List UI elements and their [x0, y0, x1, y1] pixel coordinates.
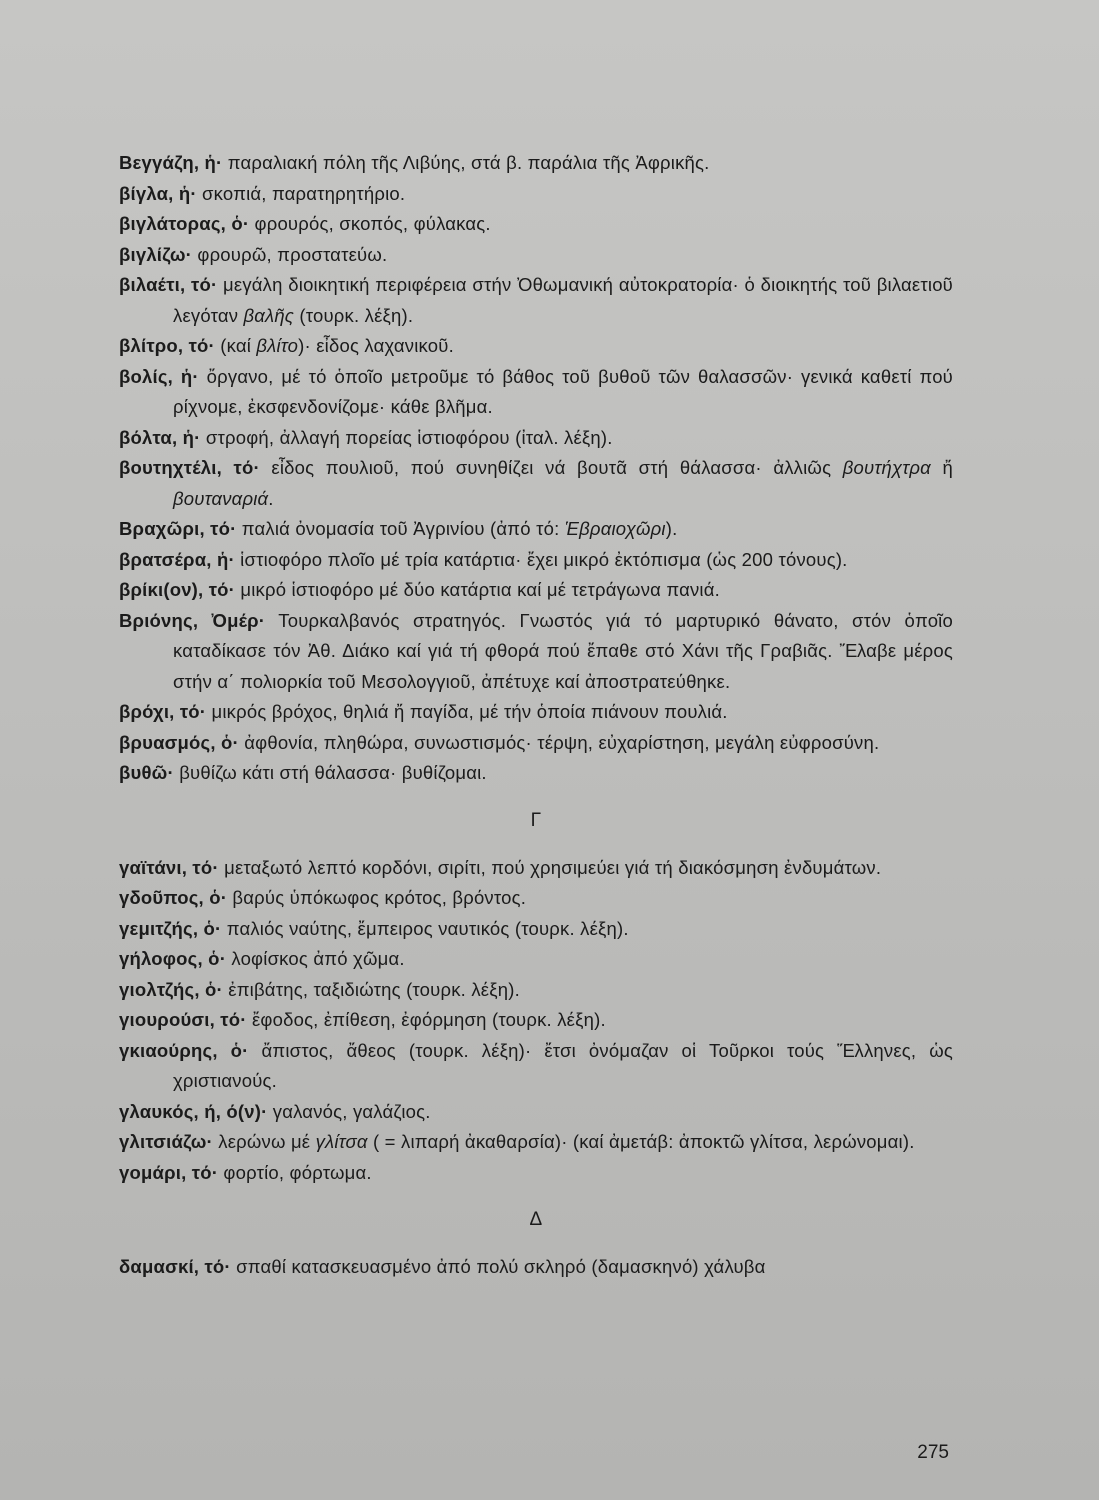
- definition: ἱστιοφόρο πλοῖο μέ τρία κατάρτια· ἔχει μικρό ἐκτόπισμα (ὡς 200 τόνους).: [234, 548, 848, 570]
- italic-term: βουτήχτρα: [842, 457, 931, 478]
- glossary-entry: [119, 1097, 953, 1128]
- definition: σκοπιά, παρατηρητήριο.: [196, 182, 406, 204]
- headword: γαϊτάνι, τό·: [119, 856, 219, 878]
- headword: βουτηχτέλι, τό·: [119, 457, 260, 478]
- definition: φρουρῶ, προστατεύω.: [192, 243, 388, 265]
- headword: γκιαούρης, ὁ·: [119, 1039, 249, 1061]
- definition: στροφή, ἀλλαγή πορείας ἱστιοφόρου (ἰταλ. λέξη).: [200, 426, 613, 448]
- glossary-entry: [119, 514, 953, 545]
- headword: βρόχι, τό·: [119, 701, 207, 722]
- headword: Βριόνης, Ὀμέρ·: [119, 609, 266, 631]
- definition: (καί: [214, 335, 257, 356]
- glossary-entry: [119, 883, 953, 914]
- page-number: 275: [917, 1442, 949, 1463]
- headword: βρατσέρα, ἡ·: [119, 548, 235, 570]
- headword: Βεγγάζη, ἡ·: [119, 152, 223, 173]
- glossary-entry: [119, 1036, 953, 1097]
- headword: βλίτρο, τό·: [119, 335, 215, 356]
- glossary-entry: [119, 1005, 953, 1036]
- italic-term: βουταναριά: [173, 487, 269, 509]
- headword: βιγλίζω·: [119, 243, 193, 265]
- headword: γιολτζής, ὁ·: [119, 978, 223, 1000]
- italic-term: γλίτσα: [315, 1131, 368, 1152]
- definition: .: [268, 487, 274, 509]
- headword: βίγλα, ἡ·: [119, 182, 197, 204]
- definition: ).: [665, 518, 678, 539]
- headword: γομάρι, τό·: [119, 1161, 219, 1183]
- glossary-entry: [119, 270, 953, 331]
- headword: βιλαέτι, τό·: [119, 274, 218, 295]
- headword: βιγλάτορας, ὁ·: [119, 213, 250, 234]
- glossary-entry: [119, 1158, 953, 1189]
- definition: ( = λιπαρή ἀκαθαρσία)· (καί ἀμετάβ: ἀποκτῶ γλίτσα, λερώνομαι).: [367, 1131, 915, 1152]
- glossary-entry: [119, 758, 953, 789]
- headword: βολίς, ἡ·: [119, 365, 199, 387]
- definition: παλιός ναύτης, ἔμπειρος ναυτικός (τουρκ. λέξη).: [221, 917, 629, 939]
- glossary-entry: [119, 728, 953, 759]
- definition: μεταξωτό λεπτό κορδόνι, σιρίτι, πού χρησιμεύει γιά τή διακόσμηση ἐνδυμάτων.: [218, 856, 882, 878]
- definition: εἶδος πουλιοῦ, πού συνηθίζει νά βουτᾶ στή θάλασσα· ἀλλιῶς: [259, 457, 843, 478]
- italic-term: βλίτο: [256, 335, 299, 356]
- headword: γλιτσιάζω·: [119, 1131, 213, 1152]
- headword: Βραχῶρι, τό·: [119, 518, 237, 539]
- section-heading-delta: Δ: [529, 1209, 543, 1230]
- definition: βυθίζω κάτι στή θάλασσα· βυθίζομαι.: [173, 762, 487, 783]
- definition: ἐπιβάτης, ταξιδιώτης (τουρκ. λέξη).: [222, 978, 520, 1000]
- definition: μεγάλη διοικητική περιφέρεια στήν Ὀθωμανική αὐτοκρατορία· ὁ διοικητής τοῦ βιλαετιοῦ λεγόταν: [173, 274, 953, 326]
- entries-delta: [119, 1252, 953, 1283]
- definition: ἤ: [930, 457, 953, 478]
- definition: παλιά ὀνομασία τοῦ Ἀγρινίου (ἀπό τό:: [236, 518, 565, 539]
- definition: μικρό ἱστιοφόρο μέ δύο κατάρτια καί μέ τετράγωνα πανιά.: [235, 579, 720, 600]
- glossary-entry: [119, 423, 953, 454]
- glossary-entry: [119, 453, 953, 514]
- definition: παραλιακή πόλη τῆς Λιβύης, στά β. παράλια τῆς Ἀφρικῆς.: [222, 152, 710, 173]
- definition: λερώνω μέ: [212, 1131, 316, 1152]
- section-heading-gamma: Γ: [530, 809, 542, 831]
- glossary-entry: [119, 944, 953, 975]
- glossary-entry: [119, 179, 953, 210]
- definition: ἀφθονία, πληθώρα, συνωστισμός· τέρψη, εὐχαρίστηση, μεγάλη εὐφροσύνη.: [238, 731, 880, 753]
- definition: βαρύς ὑπόκωφος κρότος, βρόντος.: [227, 887, 527, 908]
- headword: γεμιτζής, ὁ·: [119, 917, 222, 939]
- glossary-entry: [119, 545, 953, 576]
- glossary-entry: [119, 575, 953, 606]
- glossary: [119, 148, 953, 1283]
- glossary-entry: [119, 1127, 953, 1158]
- glossary-entry: [119, 606, 953, 698]
- definition: ὄργανο, μέ τό ὁποῖο μετροῦμε τό βάθος τοῦ βυθοῦ τῶν θαλασσῶν· γενικά καθετί πού ρίχνομε, ἐκσφενδονίζομε· κάθε βλῆμα.: [173, 365, 954, 417]
- glossary-entry: [119, 975, 953, 1006]
- definition: σπαθί κατασκευασμένο ἀπό πολύ σκληρό (δαμασκηνό) χάλυβα: [230, 1256, 766, 1277]
- definition: )· εἶδος λαχανικοῦ.: [298, 335, 454, 356]
- headword: βρίκι(ον), τό·: [119, 579, 236, 600]
- definition: (τουρκ. λέξη).: [294, 304, 414, 326]
- glossary-entry: [119, 240, 953, 271]
- glossary-entry: [119, 697, 953, 728]
- definition: φορτίο, φόρτωμα.: [218, 1161, 372, 1183]
- headword: βόλτα, ἡ·: [119, 426, 201, 448]
- glossary-entry: [119, 362, 953, 423]
- definition: ἔφοδος, ἐπίθεση, ἐφόρμηση (τουρκ. λέξη).: [246, 1009, 606, 1030]
- definition: μικρός βρόχος, θηλιά ἤ παγίδα, μέ τήν ὁποία πιάνουν πουλιά.: [206, 701, 728, 722]
- headword: βρυασμός, ὁ·: [119, 731, 239, 753]
- glossary-entry: [119, 148, 953, 179]
- entries-beta: [119, 148, 953, 789]
- headword: γιουρούσι, τό·: [119, 1009, 247, 1030]
- glossary-entry: [119, 1252, 953, 1283]
- headword: βυθῶ·: [119, 762, 174, 783]
- entries-gamma: [119, 853, 953, 1189]
- headword: γδοῦπος, ὁ·: [119, 887, 228, 908]
- definition: λοφίσκος ἀπό χῶμα.: [226, 948, 405, 969]
- glossary-entry: [119, 209, 953, 240]
- glossary-entry: [119, 853, 953, 884]
- italic-term: Ἑβραιοχῶρι: [564, 518, 666, 539]
- italic-term: βαλῆς: [243, 304, 295, 326]
- headword: γήλοφος, ὁ·: [119, 948, 227, 969]
- definition: ἄπιστος, ἄθεος (τουρκ. λέξη)· ἔτσι ὀνόμαζαν οἱ Τοῦρκοι τούς Ἕλληνες, ὡς χριστιανούς.: [173, 1039, 953, 1091]
- definition: Τουρκαλβανός στρατηγός. Γνωστός γιά τό μαρτυρικό θάνατο, στόν ὁποῖο καταδίκασε τόν Ἀθ. Διάκο καί γιά τή φθορά πού ἔπαθε στό Χάνι τῆς Γραβιᾶς. Ἔλαβε μέρος στήν α΄ πολιορκία τοῦ Μεσολογγιοῦ, ἀπέτυχε καί ἀποστρατεύθηκε.: [173, 609, 953, 692]
- definition: φρουρός, σκοπός, φύλακας.: [249, 213, 491, 234]
- headword: γλαυκός, ή, ό(ν)·: [119, 1100, 268, 1122]
- definition: γαλανός, γαλάζιος.: [267, 1100, 431, 1122]
- glossary-entry: [119, 914, 953, 945]
- headword: δαμασκί, τό·: [119, 1256, 231, 1277]
- glossary-entry: [119, 331, 953, 362]
